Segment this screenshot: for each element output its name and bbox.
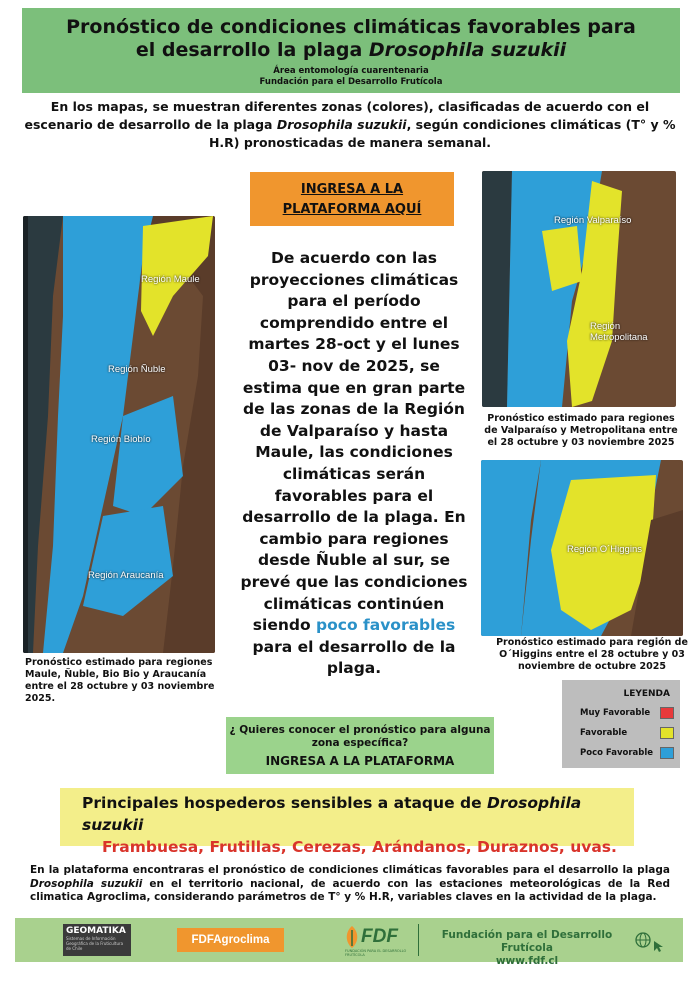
- bottom-text-2: en el territorio nacional, de acuerdo con las estaciones meteorológicas de la Red climatica Agroclima, considerando parámetros de T° y % H.R, variables claves en la actividad de la plaga.: [30, 877, 670, 903]
- subtitle-area: Área entomología cuarentenaria: [273, 66, 429, 76]
- footer-bar: [15, 918, 683, 967]
- hosts-title: [60, 788, 634, 836]
- cta-line-1[interactable]: INGRESA A LA: [300, 182, 404, 197]
- map-label-metropolitana: Región Metropolitana: [590, 321, 648, 343]
- intro-species: Drosophila suzukii: [276, 117, 407, 132]
- geomatika-tagline: Sistemas de Información Geográfica de la Fruticultura de Chile: [66, 936, 124, 951]
- bottom-species: Drosophila suzukii: [30, 877, 143, 890]
- platform-link-button[interactable]: [250, 172, 454, 226]
- legend-label: Poco Favorable: [580, 748, 654, 758]
- agroclima-logo[interactable]: FDFAgroclima: [177, 928, 284, 952]
- bottom-text-1: En la plataforma encontraras el pronóstico de condiciones climáticas favorables para el desarrollo la plaga: [30, 864, 670, 876]
- org-name: Fundación para el Desarrollo Frutícola: [441, 929, 613, 954]
- legend-item-poco-favorable: [580, 747, 674, 759]
- org-info: [427, 929, 627, 968]
- caption-bottom-right-map: Pronóstico estimado para región de O´Higgins entre el 28 octubre y 03 noviembre de octubre 2025: [496, 637, 688, 672]
- title-species: Drosophila suzukii: [368, 39, 567, 61]
- hosts-list: Frambuesa, Frutillas, Cerezas, Arándanos, Duraznos, uvas.: [102, 838, 617, 856]
- globe-icon[interactable]: [635, 932, 651, 948]
- map-label-ohiggins: Región O´Higgins: [567, 544, 642, 555]
- forecast-highlight: poco favorables: [316, 616, 456, 635]
- caption-left-map: Pronóstico estimado para regiones Maule, Ñuble, Bio Bio y Araucanía entre el 28 octubre y 03 noviembre 2025.: [25, 657, 215, 704]
- cursor-click-icon: [652, 939, 666, 953]
- legend-title: LEYENDA: [623, 689, 670, 699]
- footer-divider: [418, 924, 419, 956]
- caption-top-right-map: Pronóstico estimado para regiones de Valparaíso y Metropolitana entre el 28 octubre y 03 noviembre 2025: [484, 413, 678, 448]
- platform-cta-box[interactable]: [226, 717, 494, 774]
- hosts-species: Drosophila suzukii: [82, 794, 582, 834]
- map-label-nuble: Región Ñuble: [108, 364, 166, 375]
- map-label-valparaiso: Región Valparaíso: [554, 215, 632, 226]
- legend-item-muy-favorable: [580, 707, 674, 719]
- ask-question: ¿ Quieres conocer el pronóstico para alguna zona específica?: [229, 724, 491, 749]
- legend-label: Muy Favorable: [580, 708, 651, 718]
- map-valparaiso-metropolitana: [482, 171, 676, 407]
- subtitle: [22, 66, 680, 88]
- map-ohiggins: [481, 460, 683, 636]
- ask-action-link[interactable]: INGRESA A LA PLATAFORMA: [265, 754, 455, 768]
- map-legend: [562, 680, 680, 768]
- leaf-icon: [343, 924, 361, 950]
- legend-swatch-blue: [660, 747, 674, 759]
- map-label-biobio: Región Biobío: [91, 434, 151, 445]
- forecast-summary: [238, 248, 470, 680]
- fdf-logo[interactable]: [343, 924, 413, 956]
- hosts-box: [60, 788, 634, 856]
- intro-text-1: En los mapas, se muestran diferentes zonas (colores), clasificadas de acuerdo con el escenario de desarrollo de la plaga: [24, 99, 650, 132]
- map-maule-araucania: [23, 216, 215, 653]
- fdf-tagline: FUNDACIÓN PARA EL DESARROLLO FRUTÍCOLA: [345, 949, 407, 957]
- subtitle-org: Fundación para el Desarrollo Frutícola: [259, 77, 443, 87]
- legend-swatch-yellow: [660, 727, 674, 739]
- cta-line-2[interactable]: PLATAFORMA AQUÍ: [282, 202, 422, 217]
- geomatika-logo[interactable]: [63, 924, 131, 956]
- header-banner: [22, 8, 680, 93]
- geomatika-name: GEOMATIKA: [66, 926, 126, 936]
- org-url-link[interactable]: www.fdf.cl: [495, 955, 559, 967]
- platform-description: [30, 864, 670, 905]
- hosts-title-text: Principales hospederos sensibles a ataque de: [82, 794, 487, 812]
- map-label-araucania: Región Araucanía: [88, 570, 164, 581]
- title-line-2: el desarrollo la plaga: [135, 39, 369, 61]
- fdf-name: FDF: [361, 926, 398, 947]
- intro-text-2: , según condiciones climáticas (T° y % H.R) pronosticadas de manera semanal.: [208, 117, 676, 150]
- legend-item-favorable: [580, 727, 674, 739]
- title-line-1: Pronóstico de condiciones climáticas favorables para: [66, 16, 636, 38]
- legend-swatch-red: [660, 707, 674, 719]
- legend-label: Favorable: [580, 728, 628, 738]
- intro-paragraph: [20, 98, 680, 152]
- page-title: [22, 8, 680, 62]
- forecast-text-end: para el desarrollo de la plaga.: [252, 637, 456, 678]
- map-label-maule: Región Maule: [141, 274, 200, 285]
- forecast-text: De acuerdo con las proyecciones climáticas para el período comprendido entre el martes 28-oct y el lunes 03- nov de 2025, se estima que en gran parte de las zonas de la Región de Valparaíso y hasta Maule, las condiciones climáticas serán favorables para el desarrollo de la plaga. En cambio para regiones desde Ñuble al sur, se prevé que las condiciones climáticas continúen siendo: [240, 249, 468, 635]
